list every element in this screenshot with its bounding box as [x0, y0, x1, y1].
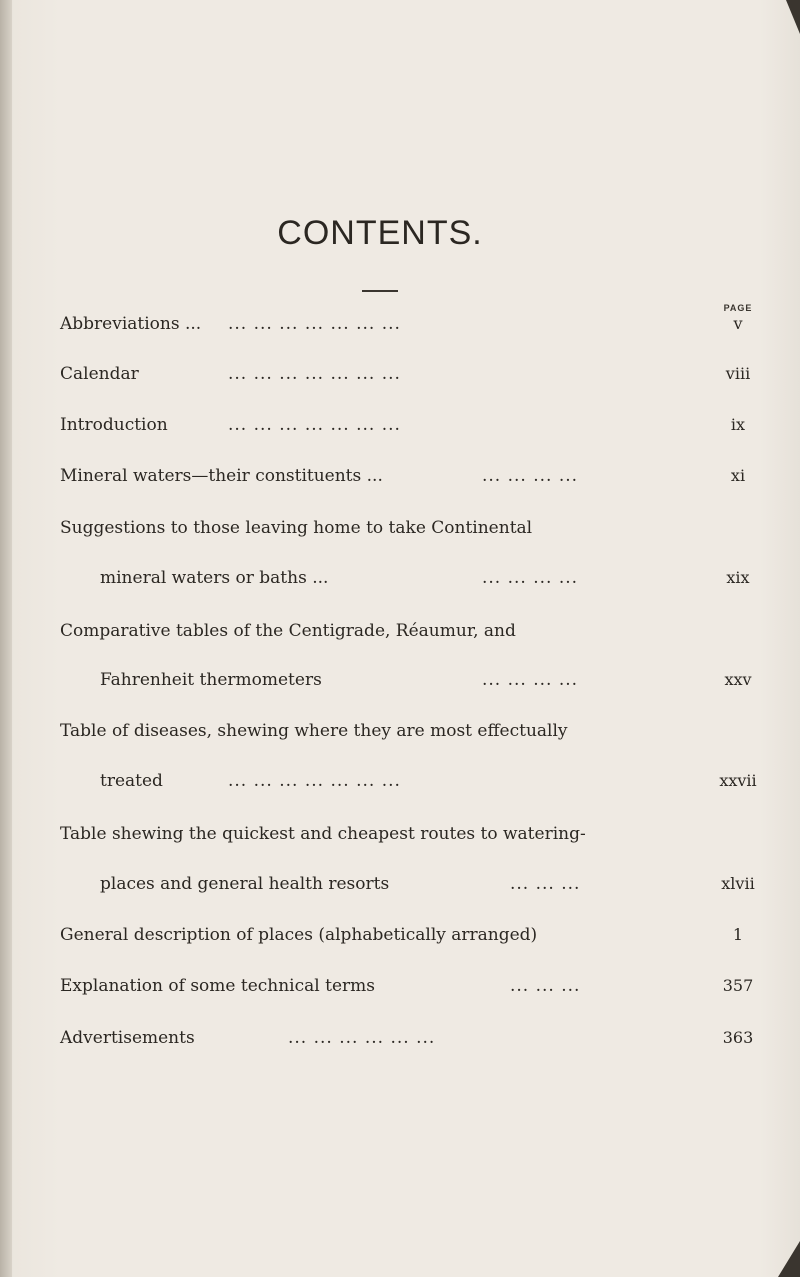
toc-entry-title-line2: places and general health resorts — [100, 874, 390, 894]
toc-entry-page: xi — [730, 466, 746, 485]
toc-entry-page: 1 — [732, 925, 744, 944]
toc-entry-page: viii — [725, 364, 751, 383]
toc-entry-title-line2: Fahrenheit thermometers — [100, 670, 322, 690]
toc-entry-title: Advertisements — [60, 1028, 195, 1048]
toc-entry-title-line1: Comparative tables of the Centigrade, Réaumur, and — [60, 621, 516, 641]
toc-entry-page: 357 — [722, 976, 754, 995]
toc-entry-page: xxvii — [719, 771, 757, 790]
toc-entry-page: xlvii — [721, 874, 755, 893]
toc-entry-leader: ... ... ... ... ... ... ... — [228, 314, 401, 334]
toc-entry-leader: ... ... ... ... ... ... — [288, 1028, 436, 1048]
toc-entry-title — [60, 313, 201, 335]
toc-entry-leader: ... ... ... ... ... ... ... — [228, 364, 401, 384]
page-title: CONTENTS. — [277, 214, 483, 252]
toc-entry-title: Calendar — [60, 364, 139, 384]
toc-entry-title: Introduction — [60, 415, 168, 435]
toc-entry-title: Mineral waters—their constituents ... — [60, 466, 383, 486]
toc-entry-leader: ... ... ... ... ... ... ... — [228, 415, 401, 435]
toc-entry-leader: ... ... ... ... — [482, 568, 579, 588]
toc-entry-page: ix — [730, 415, 746, 434]
toc-entry-page: 363 — [722, 1028, 754, 1047]
toc-entry-title-line2: treated — [100, 771, 163, 791]
toc-entry-leader: ... ... ... — [510, 976, 581, 996]
toc-entry-leader: ... ... ... — [510, 874, 581, 894]
toc-entry-title-line2: mineral waters or baths ... — [100, 568, 329, 588]
toc-entry-leader: ... ... ... ... — [482, 670, 579, 690]
toc-entry-title: Explanation of some technical terms — [60, 976, 375, 996]
toc-entry-title-line1: Table of diseases, shewing where they are most effectually — [60, 721, 568, 741]
toc-entry-title-line1: Suggestions to those leaving home to take Continental — [60, 518, 533, 538]
toc-entry-page: xxv — [724, 670, 752, 689]
entry-title-text: Abbreviations ... — [60, 314, 202, 334]
page-column-header: PAGE — [723, 303, 753, 313]
toc-entry-leader: ... ... ... ... ... ... ... — [228, 771, 401, 791]
toc-entry-title-line1: Table shewing the quickest and cheapest routes to watering- — [60, 824, 586, 844]
toc-entry-page: xix — [726, 568, 750, 587]
toc-entry-leader: ... ... ... ... — [482, 466, 579, 486]
toc-entry-title: General description of places (alphabetically arranged) — [60, 925, 538, 945]
toc-entry-page: v — [733, 314, 743, 333]
